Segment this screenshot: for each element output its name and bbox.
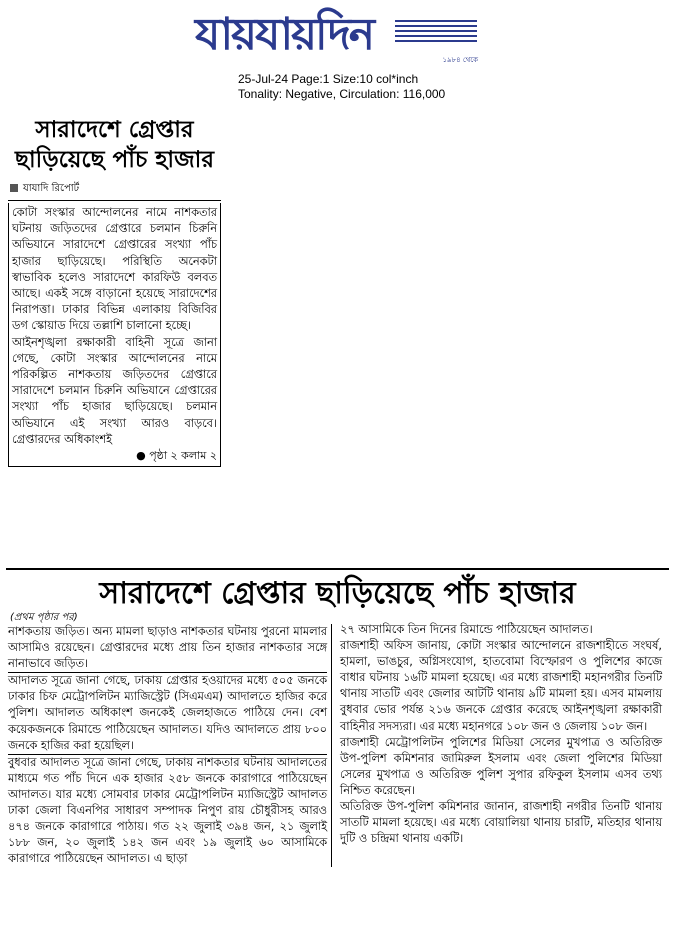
left-paragraph: নাশকতায় জড়িত। অন্য মামলা ছাড়াও নাশকতার ঘটনায় পুরনো মামলার আসামিও রয়েছেন। গ্রেপ্তারদের মধ্যে প্রায় তিন হাজার নাশকতার সঙ্গে নানাভাবে জড়িত।	[8, 624, 327, 673]
continued-column-right	[340, 622, 662, 847]
from-front-page-note: (প্রথম পৃষ্ঠার পর)	[10, 612, 78, 623]
logo-tagline: ১৯৮৪ থেকে	[442, 56, 478, 64]
continued-headline: সারাদেশে গ্রেপ্তার ছাড়িয়েছে পাঁচ হাজার	[6, 568, 669, 614]
right-paragraph: ২৭ আসামিকে তিন দিনের রিমান্ডে পাঠিয়েছেন আদালত।	[340, 623, 593, 636]
clipping-tonality: Tonality: Negative, Circulation: 116,000	[238, 87, 446, 101]
reporter-name: যাযাদি রিপোর্ট	[23, 183, 80, 194]
clipping-metadata	[238, 72, 445, 102]
left-paragraph: বুধবার আদালত সূত্রে জানা গেছে, ঢাকায় নাশকতার ঘটনায় আদালতের মাধ্যমে গত পাঁচ দিনে এক হাজার ২৫৮ জনকে কারাগারে পাঠিয়েছেন আদালত। যার মধ্যে সোমবার ঢাকার মেট্রোপলিটন ম্যাজিস্ট্রেট আদালত ঢাকা জেলা বিএনপির সাধারণ সম্পাদক নিপুণ রায় চৌধুরীসহ আরও ৪৭৪ জনকে কারাগারে পাঠায়। গত ২২ জুলাই ৩৯৪ জন, ২১ জুলাই ১৮৮ জন, ২০ জুলাই ১৪২ জন এবং ১৯ জুলাই ৬০ আসামিকে কারাগারে পাঠিয়েছেন আদালত। এ ছাড়া	[8, 755, 327, 866]
continued-on-link: ● পৃষ্ঠা ২ কলাম ২	[136, 449, 217, 463]
right-paragraph: অতিরিক্ত উপ-পুলিশ কমিশনার জানান, রাজশাহী নগরীর তিনটি থানায় সাতটি মামলা হয়েছে। এর মধ্যে বোয়ালিয়া থানায় চারটি, মতিহার থানায় দুটি ও চন্দ্রিমা থানায় একটি।	[340, 800, 662, 846]
clipping-date-size: 25-Jul-24 Page:1 Size:10 col*inch	[238, 72, 419, 86]
front-paragraph-2: আইনশৃঙ্খলা রক্ষাকারী বাহিনী সূত্রে জানা গেছে, কোটা সংস্কার আন্দোলনের নামে পরিকল্পিত নাশকতায় জড়িতদের গ্রেপ্তারে সারাদেশে চলমান চিরুনি অভিযানে গ্রেপ্তারের সংখ্যা পাঁচ হাজার ছাড়িয়েছে। চলমান অভিযানে এই সংখ্যা আরও বাড়বে। গ্রেপ্তারদের অধিকাংশই	[12, 335, 217, 446]
newspaper-logo: যায়যায়দিন	[195, 9, 374, 60]
front-body	[8, 203, 221, 467]
left-paragraph: আদালত সূত্রে জানা গেছে, ঢাকায় গ্রেপ্তার হওয়াদের মধ্যে ৫০৫ জনকে ঢাকার চিফ মেট্রোপলিটন ম্যাজিস্ট্রেট (সিএমএম) আদালতে হাজির করে পুলিশ। আদালত অধিকাংশ জনকেই জেলহাজতে পাঠিয়ে দেন। বেশ কয়েকজনকে রিমান্ডে পাঠিয়েছেন আদালত। যদিও আদালতে প্রায় ৮০০ জনকে হাজির করা হয়েছিল।	[8, 673, 327, 754]
front-page-article	[8, 115, 221, 467]
right-paragraph: রাজশাহী মেট্রোপলিটন পুলিশের মিডিয়া সেলের মুখপাত্র ও অতিরিক্ত উপ-পুলিশ কমিশনার জামিরুল ইসলাম এবং জেলা পুলিশের মিডিয়া সেলের মুখপাত্র ও অতিরিক্ত পুলিশ সুপার রফিকুল ইসলাম এসব তথ্য নিশ্চিত করেছেন।	[340, 735, 662, 797]
continued-column-left	[8, 624, 332, 867]
reporter-line	[8, 181, 221, 201]
square-bullet-icon	[10, 184, 18, 192]
newspaper-masthead	[195, 8, 480, 66]
front-paragraph-1: কোটা সংস্কার আন্দোলনের নামে নাশকতার ঘটনায় জড়িতদের গ্রেপ্তারে চলমান চিরুনি অভিযানে সারাদেশে গ্রেপ্তারের সংখ্যা পাঁচ হাজার ছাড়িয়েছে। পরিস্থিতি অনেকটা স্বাভাবিক হলেও সারাদেশে কারফিউ বলবত আছে। একই সঙ্গে বাড়ানো হয়েছে সারাদেশের নিরাপত্তা। ঢাকার বিভিন্ন এলাকায় বিজিবির ডগ স্কোয়াড দিয়ে তল্লাশি চালানো হচ্ছে।	[12, 206, 217, 333]
logo-stripes	[395, 20, 477, 45]
front-headline: সারাদেশে গ্রেপ্তার ছাড়িয়েছে পাঁচ হাজার	[15, 117, 214, 173]
right-paragraph: রাজশাহী অফিস জানায়, কোটা সংস্কার আন্দোলনে রাজশাহীতে সংঘর্ষ, হামলা, ভাঙচুর, অগ্নিসংযোগ, হাতবোমা বিস্ফোরণ ও পুলিশের কাজে বাধার ঘটনায় ১৬টি মামলা হয়েছে। এর মধ্যে রাজশাহী মহানগরীর তিনটি থানায় সাতটি এবং জেলার আটটি থানায় ৯টি মামলা হয়। এসব মামলায় বুধবার ভোর পর্যন্ত ২১৬ জনকে গ্রেপ্তার করেছে আইনশৃঙ্খলা রক্ষাকারী বাহিনীর সদস্যরা। এর মধ্যে মহানগরে ১০৮ জন ও জেলায় ১০৮ জন।	[340, 639, 662, 733]
